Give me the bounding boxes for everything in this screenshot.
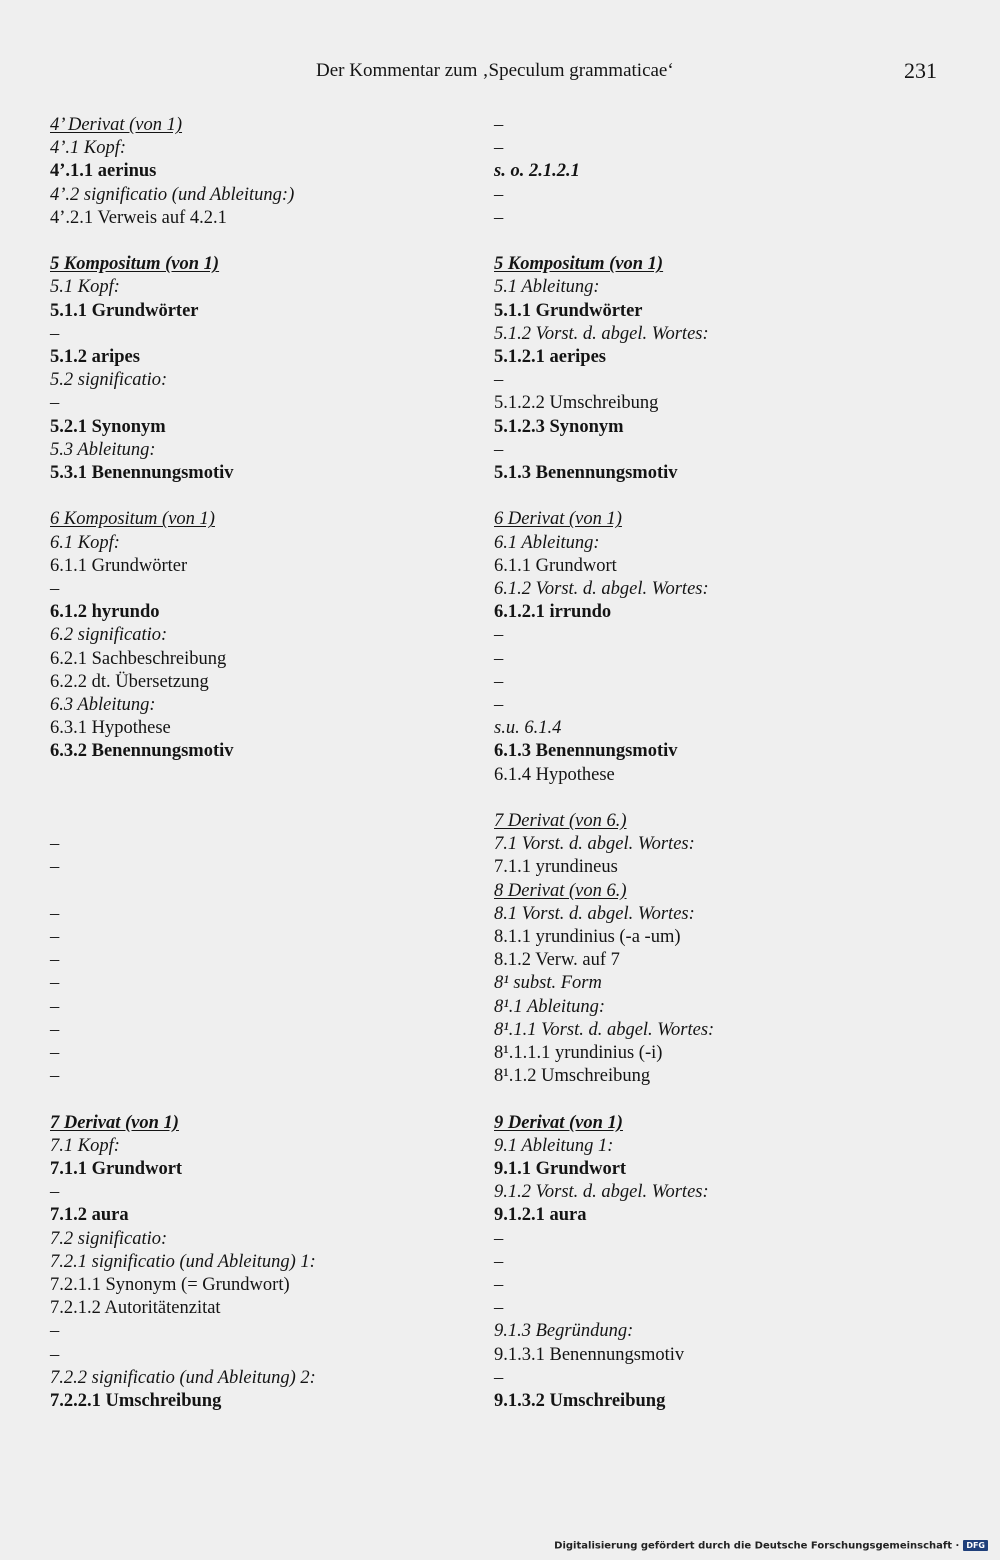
page-number: 231: [904, 58, 937, 83]
right-column-entry: s. o. 2.1.2.1: [494, 161, 580, 182]
left-column-entry: –: [50, 1066, 60, 1087]
right-column-entry: 9.1.3.1 Benennungsmotiv: [494, 1344, 685, 1365]
right-column-entry: 6 Derivat (von 1): [494, 509, 622, 530]
right-column-entry: –: [494, 1228, 504, 1249]
right-column-entry: 8.1.1 yrundinius (-a -um): [494, 927, 681, 947]
right-column-entry: –: [494, 207, 504, 228]
left-column-entry: 6.3.2 Benennungsmotiv: [50, 741, 234, 762]
right-column-entry: s.u. 6.1.4: [494, 718, 562, 739]
left-column-entry: 5.3 Ableitung:: [50, 439, 156, 460]
right-column-entry: –: [494, 648, 504, 669]
left-column-entry: 4’ Derivat (von 1): [50, 115, 183, 135]
right-column-entry: 6.1.4 Hypothese: [494, 764, 615, 785]
right-column-entry: –: [494, 695, 504, 715]
left-column-entry: 7.2.1 significatio (und Ableitung) 1:: [50, 1251, 316, 1272]
right-column-entry: –: [494, 370, 504, 391]
left-column-entry: 5.1.1 Grundwörter: [50, 300, 199, 321]
left-column-entry: –: [50, 1182, 60, 1203]
left-column-entry: 5.2 significatio:: [50, 370, 168, 391]
left-column-entry: 7 Derivat (von 1): [50, 1112, 179, 1133]
right-column-entry: 8¹.1.1.1 yrundinius (-i): [494, 1043, 663, 1063]
right-column-entry: 9.1.1 Grundwort: [494, 1159, 627, 1179]
right-column-entry: –: [494, 1367, 504, 1388]
right-column-entry: 5.1.2.3 Synonym: [494, 416, 624, 437]
right-column-entry: 5 Kompositum (von 1): [494, 254, 664, 275]
left-column-entry: –: [50, 323, 60, 344]
right-column-entry: 5.1.3 Benennungsmotiv: [494, 463, 678, 483]
right-column-entry: 8¹.1 Ableitung:: [494, 996, 606, 1017]
left-column-entry: 7.1 Kopf:: [50, 1135, 120, 1156]
right-column-entry: 5.1.2.2 Umschreibung: [494, 393, 659, 414]
right-column-entry: 9 Derivat (von 1): [494, 1112, 623, 1133]
right-column-entry: 8¹.1.1 Vorst. d. abgel. Wortes:: [494, 1019, 715, 1040]
right-column-entry: 6.1.1 Grundwort: [494, 555, 617, 576]
left-column-entry: 6 Kompositum (von 1): [50, 509, 215, 530]
right-column-entry: –: [494, 671, 504, 692]
left-column-entry: 4’.2 significatio (und Ableitung:): [50, 184, 295, 205]
right-column-entry: 6.1.2.1 irrundo: [494, 602, 612, 623]
right-column-entry: 5.1.2 Vorst. d. abgel. Wortes:: [494, 323, 709, 344]
right-column-entry: 9.1.3.2 Umschreibung: [494, 1391, 666, 1411]
right-column-entry: 7.1.1 yrundineus: [494, 857, 618, 878]
left-column-entry: 6.3.1 Hypothese: [50, 718, 171, 739]
left-column-entry: –: [50, 834, 60, 855]
left-column-entry: 6.1.1 Grundwörter: [50, 555, 188, 576]
left-column-entry: –: [50, 1019, 60, 1040]
left-column-entry: 5.1 Kopf:: [50, 277, 120, 298]
right-column-entry: 9.1.3 Begründung:: [494, 1321, 634, 1342]
right-column-entry: 7 Derivat (von 6.): [494, 811, 627, 831]
right-column-entry: –: [494, 1251, 504, 1272]
left-column-entry: –: [50, 1321, 60, 1342]
left-column-entry: 6.2.2 dt. Übersetzung: [50, 671, 209, 692]
right-column-entry: 5.1.2.1 aeripes: [494, 347, 607, 367]
left-column-entry: –: [50, 1344, 60, 1365]
left-column-entry: –: [50, 857, 60, 878]
left-column-entry: –: [50, 579, 60, 599]
left-column-entry: 7.2 significatio:: [50, 1228, 168, 1249]
dfg-logo: DFG: [963, 1540, 988, 1551]
left-column-entry: 4’.1.1 aerinus: [50, 161, 157, 182]
right-column-entry: 7.1 Vorst. d. abgel. Wortes:: [494, 834, 695, 855]
left-column-entry: –: [50, 393, 60, 414]
left-column-entry: –: [50, 903, 60, 924]
left-column-entry: 5.3.1 Benennungsmotiv: [50, 463, 234, 483]
left-column-entry: 7.2.1.1 Synonym (= Grundwort): [50, 1275, 290, 1295]
left-column-entry: –: [50, 950, 60, 971]
right-column-entry: –: [494, 1275, 504, 1295]
left-column-entry: 7.2.2.1 Umschreibung: [50, 1391, 222, 1411]
left-column-entry: 7.1.1 Grundwort: [50, 1159, 183, 1179]
left-column-entry: 6.2.1 Sachbeschreibung: [50, 648, 227, 669]
right-column-entry: 6.1 Ableitung:: [494, 532, 600, 553]
left-column-entry: 6.1.2 hyrundo: [50, 602, 160, 623]
left-column-entry: 5 Kompositum (von 1): [50, 254, 220, 275]
right-column-entry: 8¹.1.2 Umschreibung: [494, 1066, 651, 1087]
right-column-entry: –: [494, 115, 504, 135]
left-column-entry: 7.2.2 significatio (und Ableitung) 2:: [50, 1367, 316, 1388]
right-column-entry: 9.1 Ableitung 1:: [494, 1135, 614, 1156]
left-column-entry: 4’.1 Kopf:: [50, 138, 127, 159]
left-column-entry: 5.1.2 aripes: [50, 347, 140, 367]
left-column-entry: 6.2 significatio:: [50, 625, 168, 646]
right-column-entry: 8.1 Vorst. d. abgel. Wortes:: [494, 903, 695, 924]
right-column-entry: –: [494, 138, 504, 159]
left-column-entry: 7.2.1.2 Autoritätenzitat: [50, 1298, 221, 1319]
left-column-entry: –: [50, 996, 60, 1017]
right-column-entry: 5.1 Ableitung:: [494, 277, 600, 298]
right-column-entry: 8¹ subst. Form: [494, 973, 602, 994]
right-column-entry: 8 Derivat (von 6.): [494, 880, 627, 901]
running-title: Der Kommentar zum ‚Speculum grammaticae‘: [316, 60, 674, 81]
right-column-entry: 9.1.2 Vorst. d. abgel. Wortes:: [494, 1182, 709, 1203]
left-column-entry: 5.2.1 Synonym: [50, 416, 166, 437]
right-column-entry: –: [494, 1298, 504, 1319]
left-column-entry: 7.1.2 aura: [50, 1205, 129, 1226]
left-column-entry: –: [50, 927, 60, 947]
footer-credit: [554, 1540, 988, 1552]
left-column-entry: 6.3 Ableitung:: [50, 695, 156, 715]
left-column-entry: 4’.2.1 Verweis auf 4.2.1: [50, 207, 227, 228]
footer-credit-text: Digitalisierung gefördert durch die Deutsche Forschungsgemeinschaft ·: [554, 1540, 960, 1552]
left-column-entry: –: [50, 1043, 60, 1063]
right-column-entry: 6.1.3 Benennungsmotiv: [494, 741, 678, 762]
right-column-entry: 6.1.2 Vorst. d. abgel. Wortes:: [494, 579, 709, 599]
right-column-entry: 9.1.2.1 aura: [494, 1205, 587, 1226]
right-column-entry: –: [494, 439, 504, 460]
right-column-entry: 8.1.2 Verw. auf 7: [494, 950, 620, 971]
left-column-entry: 6.1 Kopf:: [50, 532, 120, 553]
right-column-entry: –: [494, 184, 504, 205]
right-column-entry: 5.1.1 Grundwörter: [494, 300, 643, 321]
left-column-entry: –: [50, 973, 60, 994]
right-column-entry: –: [494, 625, 504, 646]
